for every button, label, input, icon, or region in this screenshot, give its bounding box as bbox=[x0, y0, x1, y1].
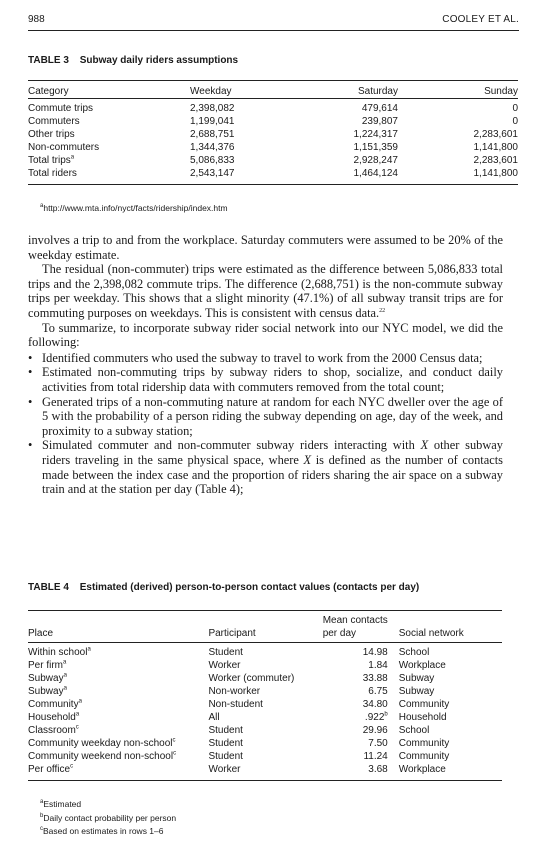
footnote-marker: a bbox=[87, 646, 91, 653]
table-cell: 1,224,317 bbox=[353, 129, 398, 140]
table-cell bbox=[388, 643, 502, 660]
table-cell bbox=[388, 711, 502, 724]
table-cell bbox=[208, 711, 322, 724]
table-cell bbox=[28, 711, 208, 724]
cell-text: Community bbox=[398, 738, 450, 749]
table-row bbox=[28, 711, 502, 724]
table-cell bbox=[208, 737, 322, 750]
table-cell: 1,344,376 bbox=[190, 142, 235, 153]
table-cell: 1,141,800 bbox=[398, 167, 518, 185]
table-cell: 1,151,359 bbox=[353, 142, 398, 153]
table-cell bbox=[28, 698, 208, 711]
mean-header-line1: Mean contacts bbox=[322, 615, 388, 626]
cell-text: 1.84 bbox=[368, 660, 388, 671]
table-row bbox=[28, 115, 518, 128]
table-cell bbox=[28, 750, 208, 763]
cell-text: Student bbox=[208, 725, 243, 736]
table-row bbox=[28, 128, 518, 141]
cell-text: Per firm bbox=[28, 660, 63, 671]
cell-text: Student bbox=[208, 738, 243, 749]
table-cell bbox=[323, 737, 388, 750]
cell-text: Subway bbox=[398, 673, 435, 684]
footnote-marker: a bbox=[63, 659, 67, 666]
cell-text: .922 bbox=[364, 712, 385, 723]
table4-col-mean-contacts bbox=[323, 611, 388, 643]
table-row bbox=[28, 154, 518, 167]
footnote-marker: a bbox=[63, 685, 67, 692]
table-cell: 0 bbox=[512, 116, 518, 127]
table-cell bbox=[208, 763, 322, 781]
table4-footnotes bbox=[40, 798, 176, 839]
table-cell: 0 bbox=[512, 103, 518, 114]
paragraph-text: The residual (non-commuter) trips were estimated as the difference between 5,086,833 total trips and the 2,398,082 commute trips. The difference (2,688,751) is the non-commute subway trips per weekday. This shows that a slight minority (47.1%) of all subway transit trips are for commuting purposes on weekdays. This is consistent with census data. bbox=[28, 262, 503, 320]
table-cell: Commute trips bbox=[28, 103, 94, 114]
table-cell bbox=[323, 672, 388, 685]
table3-header-row bbox=[28, 81, 518, 99]
table-cell bbox=[323, 698, 388, 711]
table-row bbox=[28, 763, 502, 781]
footnote-marker: b bbox=[384, 711, 388, 718]
table-cell bbox=[388, 750, 502, 763]
table4-header-row bbox=[28, 611, 502, 643]
cell-text: Within school bbox=[28, 647, 88, 658]
table-cell bbox=[28, 685, 208, 698]
table3-footnote bbox=[40, 203, 228, 213]
table-cell bbox=[208, 672, 322, 685]
running-head-authors: COOLEY ET AL. bbox=[442, 14, 519, 25]
header-rule bbox=[28, 30, 519, 31]
table4-footnote bbox=[40, 825, 176, 839]
table-cell: 2,283,601 bbox=[473, 155, 518, 166]
cell-text: Classroom bbox=[28, 725, 76, 736]
list-item bbox=[28, 438, 503, 496]
footnote-marker: a bbox=[70, 154, 75, 161]
table-row bbox=[28, 141, 518, 154]
table-cell: Other trips bbox=[28, 129, 75, 140]
list-text: other subway riders traveling in the same physical space, where bbox=[42, 438, 503, 467]
cell-text: School bbox=[398, 725, 430, 736]
table-cell bbox=[388, 698, 502, 711]
cell-text: Community bbox=[28, 699, 79, 710]
cell-text: Non-worker bbox=[208, 686, 261, 697]
table-cell bbox=[28, 763, 208, 781]
table-cell bbox=[28, 154, 190, 167]
table4-col-place: Place bbox=[28, 611, 208, 643]
table-cell bbox=[388, 685, 502, 698]
cell-text: 34.80 bbox=[362, 699, 388, 710]
cell-text: Community weekday non-school bbox=[28, 738, 173, 749]
table-cell bbox=[323, 750, 388, 763]
table-cell: Commuters bbox=[28, 116, 80, 127]
footnote-marker: c bbox=[70, 763, 74, 770]
table3-col-sunday: Sunday bbox=[398, 81, 518, 99]
total-trips-label: Total trips bbox=[28, 155, 71, 166]
cell-text: Workplace bbox=[398, 660, 446, 671]
table-cell bbox=[28, 737, 208, 750]
paragraph bbox=[28, 262, 503, 320]
table4-title: Estimated (derived) person-to-person contact values (contacts per day) bbox=[79, 582, 420, 593]
cell-text: Worker bbox=[208, 764, 241, 775]
table-cell bbox=[388, 672, 502, 685]
table-cell bbox=[28, 724, 208, 737]
table-cell bbox=[323, 643, 388, 660]
table-cell bbox=[208, 643, 322, 660]
table3-col-saturday: Saturday bbox=[298, 81, 398, 99]
table4-caption bbox=[28, 582, 419, 593]
footnote-marker: c bbox=[173, 750, 177, 757]
cell-text: Student bbox=[208, 647, 243, 658]
table-cell: 5,086,833 bbox=[190, 155, 235, 166]
table-cell bbox=[208, 659, 322, 672]
footnote-marker: a bbox=[63, 672, 67, 679]
table-cell bbox=[208, 750, 322, 763]
variable-x: X bbox=[420, 438, 429, 453]
table-row bbox=[28, 643, 502, 660]
cell-text: Student bbox=[208, 751, 243, 762]
reference-citation: 22 bbox=[379, 307, 386, 314]
table-cell bbox=[323, 724, 388, 737]
cell-text: Worker bbox=[208, 660, 241, 671]
table-cell bbox=[323, 659, 388, 672]
table-cell bbox=[208, 724, 322, 737]
footnote-text: Estimated bbox=[43, 799, 82, 809]
bullet-list bbox=[28, 351, 503, 497]
table-cell: 2,928,247 bbox=[353, 155, 398, 166]
table-row bbox=[28, 99, 518, 116]
footnote-text: Daily contact probability per person bbox=[43, 812, 177, 823]
table-cell bbox=[28, 672, 208, 685]
body-text bbox=[28, 233, 503, 497]
footnote-marker: b bbox=[40, 812, 44, 819]
table4-col-participant: Participant bbox=[208, 611, 322, 643]
table-cell bbox=[208, 698, 322, 711]
cell-text: Per office bbox=[28, 764, 71, 775]
cell-text: Worker (commuter) bbox=[208, 673, 295, 684]
table-cell: 239,807 bbox=[361, 116, 398, 127]
table-row bbox=[28, 659, 502, 672]
table-cell: Total riders bbox=[28, 167, 190, 185]
cell-text: 14.98 bbox=[362, 647, 388, 658]
cell-text: Workplace bbox=[398, 764, 446, 775]
cell-text: Subway bbox=[398, 686, 435, 697]
list-item: • Estimated non-commuting trips by subway riders to shop, socialize, and conduct daily activities from total ridership data with commuters removed from the total count; bbox=[28, 365, 503, 394]
cell-text: 29.96 bbox=[362, 725, 388, 736]
footnote-marker: a bbox=[78, 698, 82, 705]
table3-label: TABLE 3 bbox=[28, 55, 69, 66]
table4-body bbox=[28, 643, 502, 781]
footnote-marker: a bbox=[40, 203, 44, 210]
footnote-marker: c bbox=[40, 826, 43, 833]
cell-text: Community bbox=[398, 699, 450, 710]
table4-footnote bbox=[40, 798, 176, 812]
cell-text: School bbox=[398, 647, 430, 658]
cell-text: 33.88 bbox=[362, 673, 388, 684]
table4-col-social-network: Social network bbox=[388, 611, 502, 643]
table-cell: 1,464,124 bbox=[298, 167, 398, 185]
table-row bbox=[28, 698, 502, 711]
cell-text: All bbox=[208, 712, 220, 723]
table-cell bbox=[388, 763, 502, 781]
cell-text: 11.24 bbox=[363, 751, 388, 762]
page-number: 988 bbox=[28, 14, 45, 25]
cell-text: Community weekend non-school bbox=[28, 751, 174, 762]
table3-caption bbox=[28, 55, 238, 66]
table4 bbox=[28, 610, 502, 781]
table-cell: 2,543,147 bbox=[190, 167, 298, 185]
table3-footnote-url[interactable]: http://www.mta.info/nyct/facts/ridership/index.htm bbox=[43, 203, 228, 213]
table-cell: 2,283,601 bbox=[473, 129, 518, 140]
table-cell bbox=[208, 685, 322, 698]
table-cell: 2,688,751 bbox=[190, 129, 235, 140]
list-text: is defined as the number of contacts made between the index case and the proportion of riders sharing the air space on a subway train and at the station per day (Table 4); bbox=[42, 452, 503, 497]
table-cell bbox=[388, 659, 502, 672]
table-cell bbox=[28, 659, 208, 672]
table-cell bbox=[28, 643, 208, 660]
table-row bbox=[28, 167, 518, 185]
table-row bbox=[28, 737, 502, 750]
cell-text: Community bbox=[398, 751, 450, 762]
table3-col-category: Category bbox=[28, 81, 190, 99]
cell-text: Subway bbox=[28, 673, 64, 684]
cell-text: 7.50 bbox=[368, 738, 388, 749]
table-cell bbox=[388, 737, 502, 750]
table-row bbox=[28, 672, 502, 685]
running-head bbox=[28, 14, 519, 30]
footnote-marker: a bbox=[75, 711, 80, 718]
footnote-marker: a bbox=[40, 799, 44, 806]
table-cell: 1,141,800 bbox=[473, 142, 518, 153]
table-row bbox=[28, 724, 502, 737]
table-cell: Non-commuters bbox=[28, 142, 100, 153]
table3-col-weekday: Weekday bbox=[190, 81, 298, 99]
footnote-text: Based on estimates in rows 1–6 bbox=[43, 826, 164, 836]
paragraph: To summarize, to incorporate subway rider social network into our NYC model, we did the following: bbox=[28, 320, 503, 350]
footnote-marker: c bbox=[172, 737, 176, 744]
cell-text: 6.75 bbox=[368, 686, 388, 697]
footnote-marker: c bbox=[75, 724, 79, 731]
table4-footnote bbox=[40, 812, 176, 826]
table-cell: 1,199,041 bbox=[190, 116, 235, 127]
cell-text: 3.68 bbox=[368, 764, 388, 775]
cell-text: Household bbox=[28, 712, 76, 723]
cell-text: Subway bbox=[28, 686, 64, 697]
mean-header-line2: per day bbox=[322, 628, 357, 639]
list-text: Simulated commuter and non-commuter subway riders interacting with bbox=[42, 438, 421, 453]
table-cell: 479,614 bbox=[361, 103, 398, 114]
table3-title: Subway daily riders assumptions bbox=[79, 55, 239, 66]
table-cell bbox=[323, 711, 388, 724]
table3 bbox=[28, 80, 518, 185]
table-row bbox=[28, 750, 502, 763]
table-cell bbox=[323, 685, 388, 698]
table-row bbox=[28, 685, 502, 698]
list-item: • Generated trips of a non-commuting nature at random for each NYC dweller over the age of 5 with the probability of a person riding the subway depending on age, day of the week, and proximity to a subway station; bbox=[28, 395, 503, 439]
table-cell: 2,398,082 bbox=[190, 103, 235, 114]
table-cell bbox=[323, 763, 388, 781]
variable-x: X bbox=[303, 452, 312, 467]
paragraph: involves a trip to and from the workplace. Saturday commuters were assumed to be 20% of the weekday estimate. bbox=[28, 233, 503, 262]
list-item: • Identified commuters who used the subway to travel to work from the 2000 Census data; bbox=[28, 351, 503, 366]
table4-label: TABLE 4 bbox=[28, 582, 69, 593]
cell-text: Non-student bbox=[208, 699, 263, 710]
table-cell bbox=[388, 724, 502, 737]
cell-text: Household bbox=[398, 712, 447, 723]
